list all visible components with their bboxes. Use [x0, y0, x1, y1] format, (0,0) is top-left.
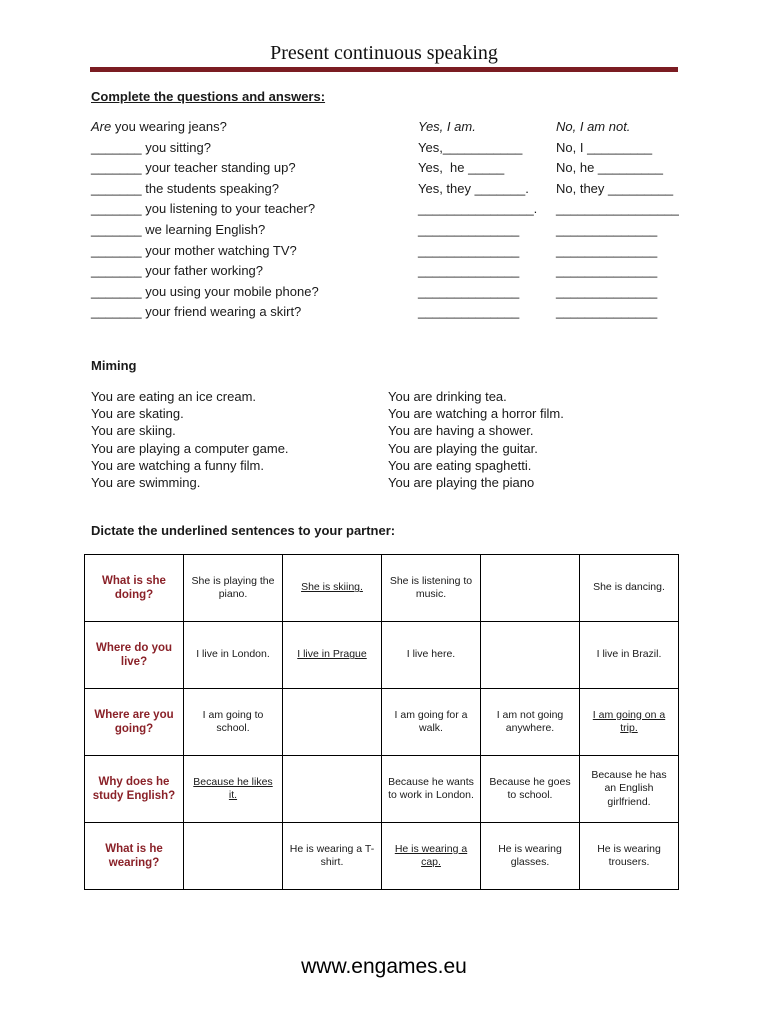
- question-text: _______ your teacher standing up?: [91, 160, 296, 176]
- underlined-sentence: He is wearing a cap.: [394, 842, 468, 868]
- answer-cell: [382, 689, 481, 756]
- cell-sentence: She is dancing.: [593, 581, 665, 594]
- cell-sentence: Because he wants to work in London.: [388, 775, 474, 801]
- miming-item: You are skiing.: [91, 423, 176, 439]
- cell-sentence: I live in London.: [196, 648, 270, 661]
- answer-cell: [184, 555, 283, 622]
- qa-row: [0, 181, 768, 201]
- qa-row: [0, 119, 768, 139]
- underlined-sentence: Because he likes it.: [193, 775, 273, 801]
- answer-cell: [481, 555, 580, 622]
- row-question: What is he wearing?: [85, 823, 184, 890]
- cell-sentence: I am going for a walk.: [394, 708, 468, 734]
- answer-cell: [283, 823, 382, 890]
- miming-item: You are eating an ice cream.: [91, 389, 257, 404]
- answer-yes: ______________: [418, 283, 520, 299]
- answer-cell: [283, 756, 382, 823]
- answer-yes: Yes,___________: [418, 139, 523, 155]
- cell-sentence: He is wearing a T-shirt.: [289, 842, 375, 868]
- qa-row: [0, 304, 768, 324]
- miming-item: You are watching a horror film.: [388, 406, 564, 422]
- question-verb: Are: [91, 119, 112, 134]
- answer-yes: ______________: [418, 304, 520, 320]
- qa-row: [0, 222, 768, 242]
- answer-cell: [382, 622, 481, 689]
- question-text: _______ your father working?: [91, 263, 264, 279]
- row-question: What is she doing?: [85, 555, 184, 622]
- answer-cell: [184, 823, 283, 890]
- section-heading-miming: Miming: [91, 358, 137, 373]
- title-divider: [90, 67, 678, 72]
- question-text: _______ you sitting?: [91, 139, 211, 155]
- question-text: _______ we learning English?: [91, 222, 266, 237]
- answer-cell: [382, 756, 481, 823]
- miming-item: You are eating spaghetti.: [388, 457, 532, 473]
- row-question: Why does he study English?: [85, 756, 184, 823]
- qa-row: [0, 201, 768, 221]
- answer-cell: [184, 622, 283, 689]
- miming-item: You are drinking tea.: [388, 389, 507, 404]
- miming-item: You are playing the piano: [388, 475, 535, 491]
- answer-yes: Yes, I am.: [418, 119, 476, 134]
- answer-no: No, I _________: [556, 139, 653, 155]
- question-text: _______ your friend wearing a skirt?: [91, 304, 302, 320]
- question-text: _______ you listening to your teacher?: [91, 201, 316, 217]
- answer-no: No, he _________: [556, 160, 663, 176]
- answer-no: _________________: [556, 201, 679, 217]
- answer-yes: Yes, he _____: [418, 160, 505, 176]
- question-text: _______ you using your mobile phone?: [91, 283, 319, 299]
- miming-list-right: [388, 388, 564, 491]
- answer-yes: ______________: [418, 242, 520, 258]
- table-row: [85, 823, 679, 890]
- answer-no: No, they _________: [556, 180, 674, 196]
- qa-row: [0, 263, 768, 283]
- qa-row: [0, 284, 768, 304]
- answer-no: ______________: [556, 304, 658, 320]
- qa-row: [0, 243, 768, 263]
- answer-no: ______________: [556, 263, 658, 279]
- miming-item: You are skating.: [91, 406, 184, 422]
- question-text: _______ your mother watching TV?: [91, 242, 297, 258]
- qa-row: [0, 140, 768, 160]
- cell-sentence: I am going to school.: [202, 708, 264, 734]
- underlined-sentence: I am going on a trip.: [592, 708, 666, 734]
- dictation-table: [84, 554, 679, 890]
- answer-cell: [283, 555, 382, 622]
- underlined-sentence: I live in Prague: [297, 648, 367, 661]
- cell-sentence: He is wearing glasses.: [498, 842, 562, 868]
- cell-sentence: He is wearing trousers.: [597, 842, 661, 868]
- answer-cell: [283, 689, 382, 756]
- miming-item: You are playing a computer game.: [91, 440, 289, 456]
- miming-item: You are swimming.: [91, 475, 201, 491]
- row-question: Where do you live?: [85, 622, 184, 689]
- table-row: [85, 756, 679, 823]
- answer-cell: [580, 689, 679, 756]
- answer-yes: ______________: [418, 222, 520, 237]
- row-question: Where are you going?: [85, 689, 184, 756]
- question-text: Are you wearing jeans?: [91, 119, 227, 134]
- miming-list-left: [91, 388, 289, 491]
- question-text: _______ the students speaking?: [91, 180, 279, 196]
- answer-cell: [481, 689, 580, 756]
- answer-yes: ________________.: [418, 201, 538, 217]
- answer-cell: [481, 756, 580, 823]
- answer-cell: [481, 823, 580, 890]
- miming-item: You are playing the guitar.: [388, 440, 538, 456]
- cell-sentence: She is listening to music.: [389, 574, 473, 600]
- cell-sentence: I am not going anywhere.: [496, 708, 564, 734]
- answer-no: ______________: [556, 242, 658, 258]
- table-row: [85, 555, 679, 622]
- answer-no: ______________: [556, 283, 658, 299]
- cell-sentence: She is playing the piano.: [191, 574, 275, 600]
- answer-cell: [580, 756, 679, 823]
- answer-cell: [580, 823, 679, 890]
- miming-item: You are having a shower.: [388, 423, 534, 439]
- answer-cell: [283, 622, 382, 689]
- footer-url: www.engames.eu: [301, 955, 467, 978]
- answer-cell: [184, 689, 283, 756]
- answer-no: No, I am not.: [556, 119, 631, 134]
- answer-cell: [481, 622, 580, 689]
- answer-cell: [184, 756, 283, 823]
- answer-no: ______________: [556, 222, 658, 237]
- page-title: Present continuous speaking: [270, 42, 498, 64]
- cell-sentence: I live in Brazil.: [596, 648, 662, 661]
- section-heading-complete: Complete the questions and answers:: [91, 89, 326, 104]
- underlined-sentence: She is skiing.: [301, 581, 363, 594]
- table-row: [85, 689, 679, 756]
- qa-row: [0, 160, 768, 180]
- answer-cell: [382, 823, 481, 890]
- answer-cell: [580, 555, 679, 622]
- answer-cell: [580, 622, 679, 689]
- cell-sentence: Because he goes to school.: [489, 775, 571, 801]
- miming-item: You are watching a funny film.: [91, 457, 264, 473]
- table-row: [85, 622, 679, 689]
- answer-cell: [382, 555, 481, 622]
- answer-yes: ______________: [418, 263, 520, 279]
- cell-sentence: Because he has an English girlfriend.: [591, 768, 667, 808]
- answer-yes: Yes, they _______.: [418, 180, 529, 196]
- cell-sentence: I live here.: [406, 648, 456, 661]
- section-heading-dictate: Dictate the underlined sentences to your partner:: [91, 523, 396, 538]
